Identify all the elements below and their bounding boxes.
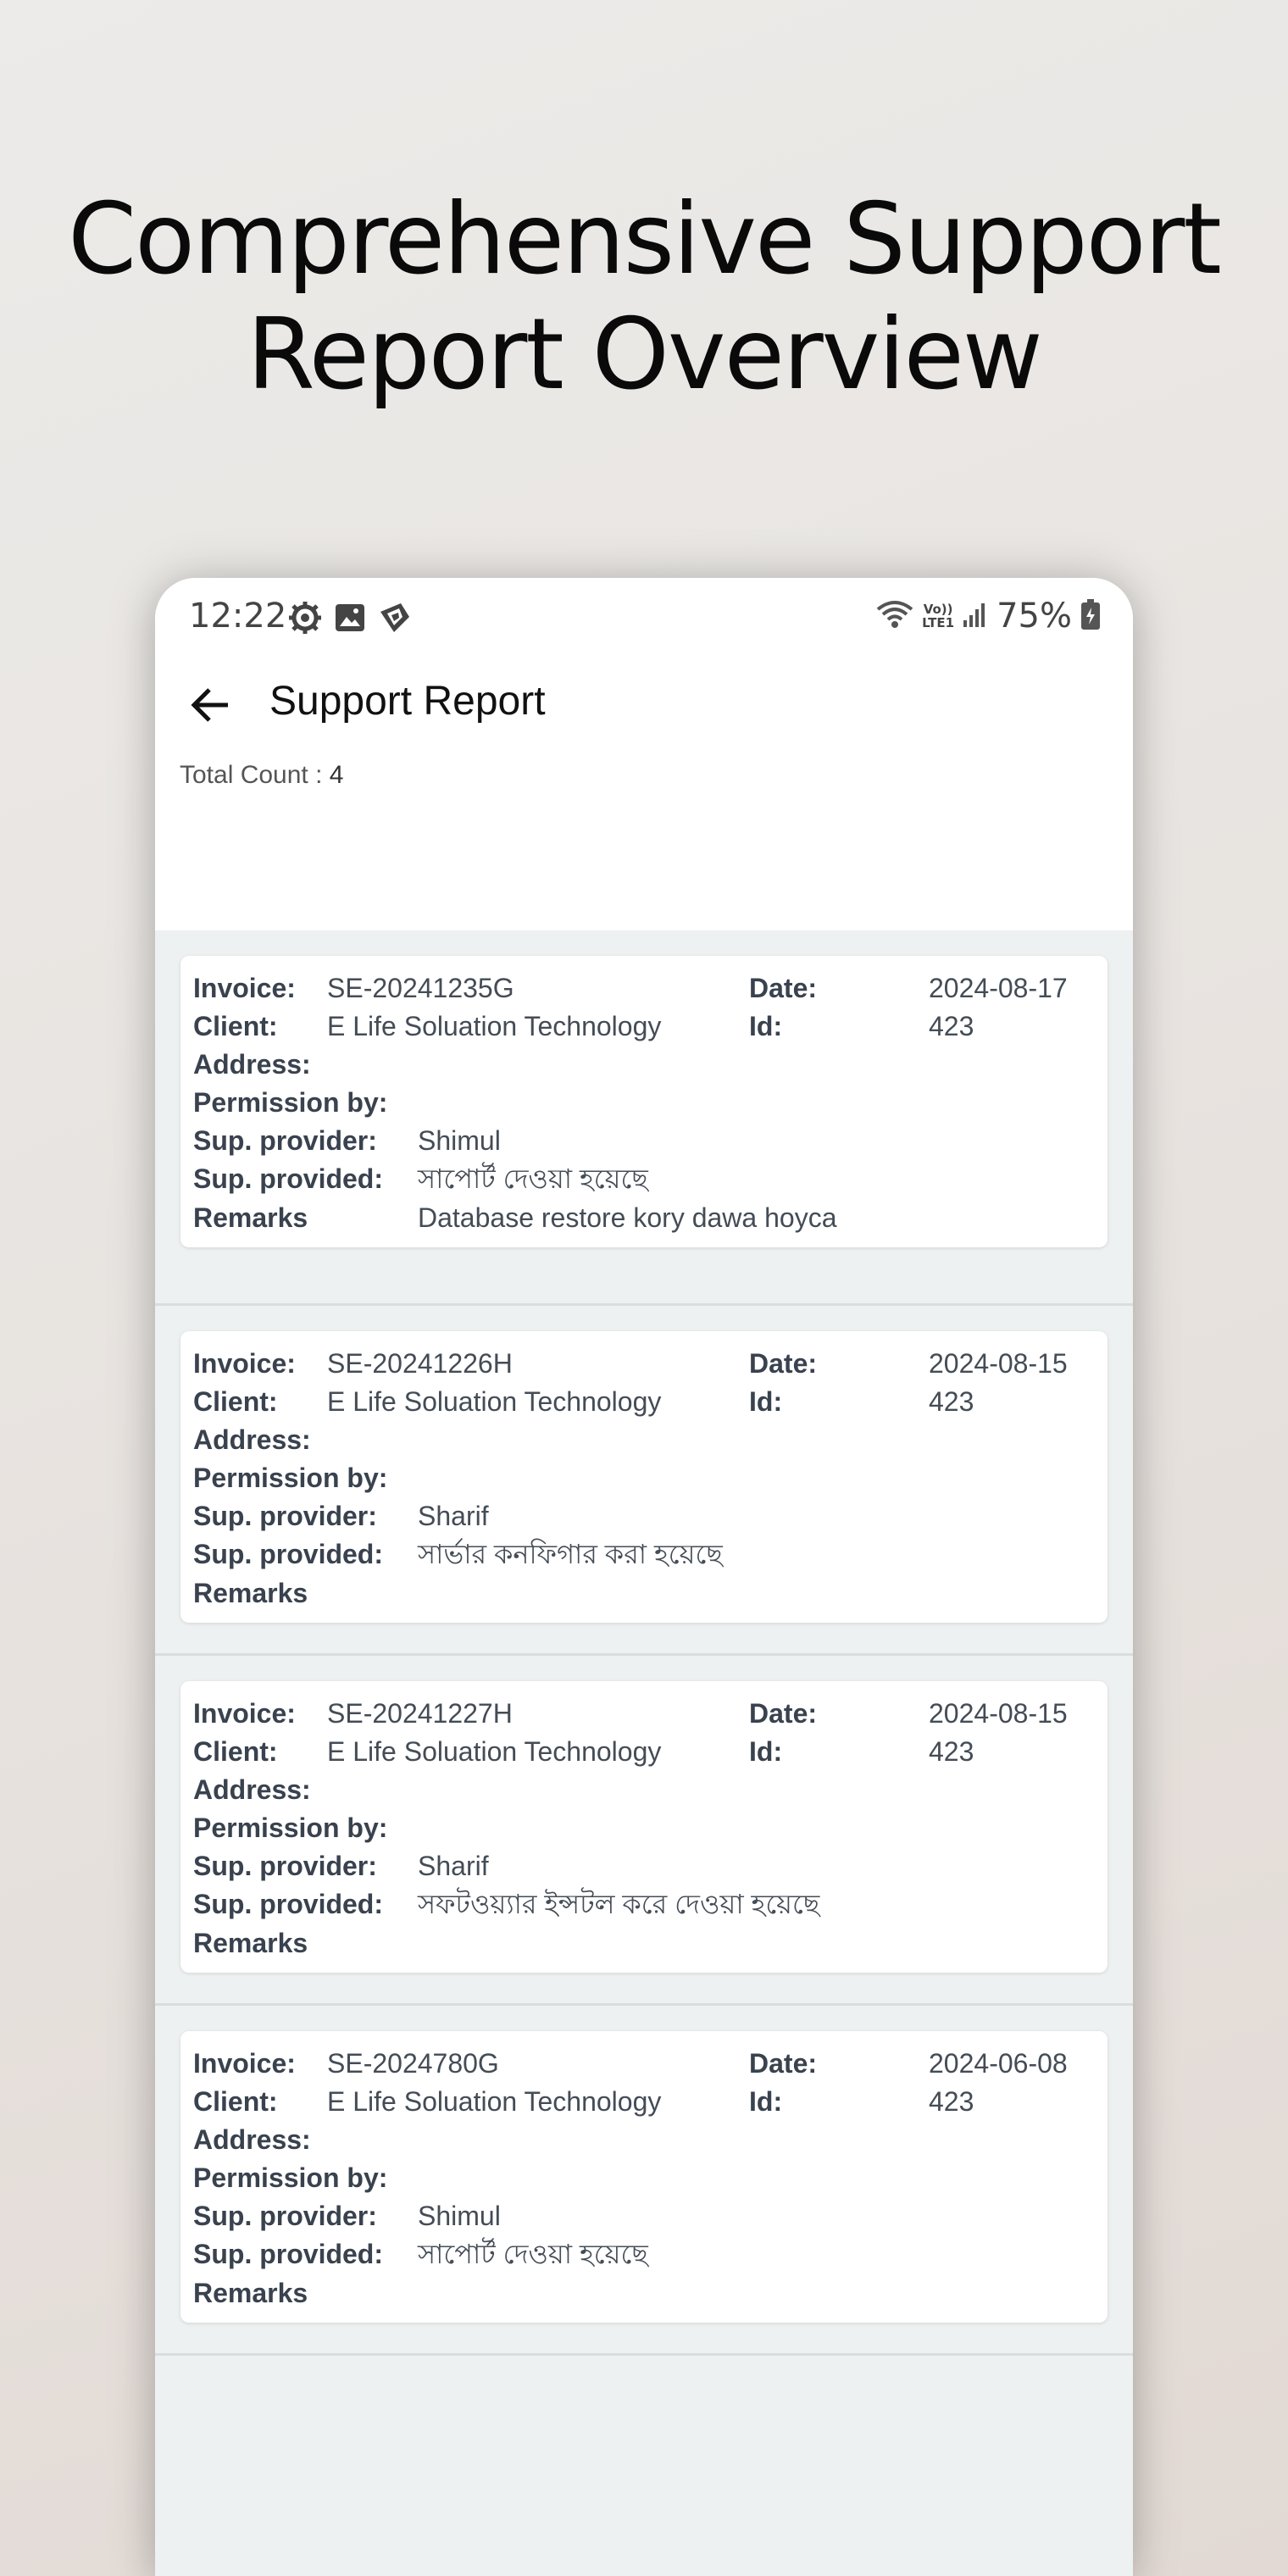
- page-title: Support Report: [269, 679, 546, 724]
- invoice-value: SE-20241227H: [327, 1698, 513, 1729]
- client-label: Client:: [193, 2086, 278, 2117]
- provided-label: Sup. provided:: [193, 1539, 383, 1569]
- lte-indicator: Vo)) LTE1: [922, 602, 955, 630]
- provider-value: Sharif: [418, 1851, 489, 1881]
- permission-label: Permission by:: [193, 1087, 388, 1118]
- signal-icon: [963, 600, 988, 632]
- report-list-item: [155, 2006, 1133, 2356]
- client-label: Client:: [193, 1011, 278, 1041]
- gear-icon: [287, 600, 323, 636]
- date-value: 2024-08-17: [929, 973, 1068, 1003]
- invoice-label: Invoice:: [193, 2048, 296, 2079]
- id-value: 423: [929, 1011, 974, 1041]
- provided-value: সফটওয়্যার ইন্সটল করে দেওয়া হয়েছে: [418, 1889, 820, 1919]
- remarks-label: Remarks: [193, 1202, 308, 1233]
- wifi-icon: [876, 599, 913, 633]
- date-label: Date:: [749, 1348, 818, 1379]
- client-label: Client:: [193, 1736, 278, 1767]
- report-list-item: [155, 956, 1133, 1306]
- provider-value: Shimul: [418, 1125, 501, 1156]
- status-time: 12:22: [189, 597, 287, 636]
- invoice-value: SE-20241226H: [327, 1348, 513, 1379]
- status-left-icons: [287, 600, 413, 636]
- report-card[interactable]: [180, 2031, 1108, 2323]
- invoice-label: Invoice:: [193, 1348, 296, 1379]
- permission-label: Permission by:: [193, 2162, 388, 2193]
- permission-label: Permission by:: [193, 1463, 388, 1493]
- provided-value: সাপোর্ট দেওয়া হয়েছে: [418, 2239, 648, 2269]
- id-label: Id:: [749, 2086, 783, 2117]
- app-notification-icon: [377, 600, 413, 636]
- date-label: Date:: [749, 1698, 818, 1729]
- client-label: Client:: [193, 1386, 278, 1417]
- invoice-label: Invoice:: [193, 973, 296, 1003]
- provided-label: Sup. provided:: [193, 1163, 383, 1194]
- status-right-icons: [876, 597, 1101, 636]
- report-list-item: [155, 1306, 1133, 1656]
- client-value: E Life Soluation Technology: [327, 1386, 662, 1417]
- report-list: [155, 956, 1133, 2356]
- address-label: Address:: [193, 1049, 311, 1080]
- remarks-label: Remarks: [193, 1928, 308, 1958]
- report-card[interactable]: [180, 1331, 1108, 1623]
- remarks-label: Remarks: [193, 2278, 308, 2308]
- provider-label: Sup. provider:: [193, 1125, 377, 1156]
- promo-headline: [0, 182, 1288, 413]
- total-count-value: 4: [329, 761, 344, 789]
- provider-value: Shimul: [418, 2201, 501, 2231]
- provider-label: Sup. provider:: [193, 1851, 377, 1881]
- report-card[interactable]: [180, 1681, 1108, 1973]
- date-value: 2024-08-15: [929, 1348, 1068, 1379]
- total-count-label: Total Count :: [180, 761, 330, 789]
- invoice-value: SE-20241235G: [327, 973, 514, 1003]
- id-value: 423: [929, 1386, 974, 1417]
- date-label: Date:: [749, 2048, 818, 2079]
- image-icon: [333, 600, 367, 636]
- status-bar: [155, 578, 1133, 658]
- remarks-value: Database restore kory dawa hoyca: [418, 1202, 837, 1233]
- address-label: Address:: [193, 1424, 311, 1455]
- provided-label: Sup. provided:: [193, 2239, 383, 2269]
- id-label: Id:: [749, 1011, 783, 1041]
- address-label: Address:: [193, 2124, 311, 2155]
- invoice-label: Invoice:: [193, 1698, 296, 1729]
- provider-value: Sharif: [418, 1501, 489, 1531]
- date-value: 2024-06-08: [929, 2048, 1068, 2079]
- headline-line-2: Report Overview: [247, 297, 1041, 412]
- battery-icon: [1080, 598, 1101, 634]
- provider-label: Sup. provider:: [193, 1501, 377, 1531]
- phone-screen: [155, 578, 1133, 2576]
- id-value: 423: [929, 2086, 974, 2117]
- date-label: Date:: [749, 973, 818, 1003]
- provided-value: সার্ভার কনফিগার করা হয়েছে: [418, 1539, 723, 1569]
- remarks-label: Remarks: [193, 1578, 308, 1608]
- headline-line-1: Comprehensive Support: [68, 182, 1220, 297]
- invoice-value: SE-2024780G: [327, 2048, 499, 2079]
- battery-percent: 75%: [997, 597, 1072, 636]
- report-card[interactable]: [180, 956, 1108, 1247]
- provided-value: সাপোর্ট দেওয়া হয়েছে: [418, 1163, 648, 1194]
- report-list-item: [155, 1656, 1133, 2006]
- id-label: Id:: [749, 1386, 783, 1417]
- id-label: Id:: [749, 1736, 783, 1767]
- date-value: 2024-08-15: [929, 1698, 1068, 1729]
- client-value: E Life Soluation Technology: [327, 1011, 662, 1041]
- client-value: E Life Soluation Technology: [327, 1736, 662, 1767]
- permission-label: Permission by:: [193, 1813, 388, 1843]
- arrow-left-icon[interactable]: [187, 681, 235, 729]
- provider-label: Sup. provider:: [193, 2201, 377, 2231]
- app-bar: [155, 658, 1133, 751]
- provided-label: Sup. provided:: [193, 1889, 383, 1919]
- total-count: [180, 761, 343, 790]
- id-value: 423: [929, 1736, 974, 1767]
- address-label: Address:: [193, 1774, 311, 1805]
- client-value: E Life Soluation Technology: [327, 2086, 662, 2117]
